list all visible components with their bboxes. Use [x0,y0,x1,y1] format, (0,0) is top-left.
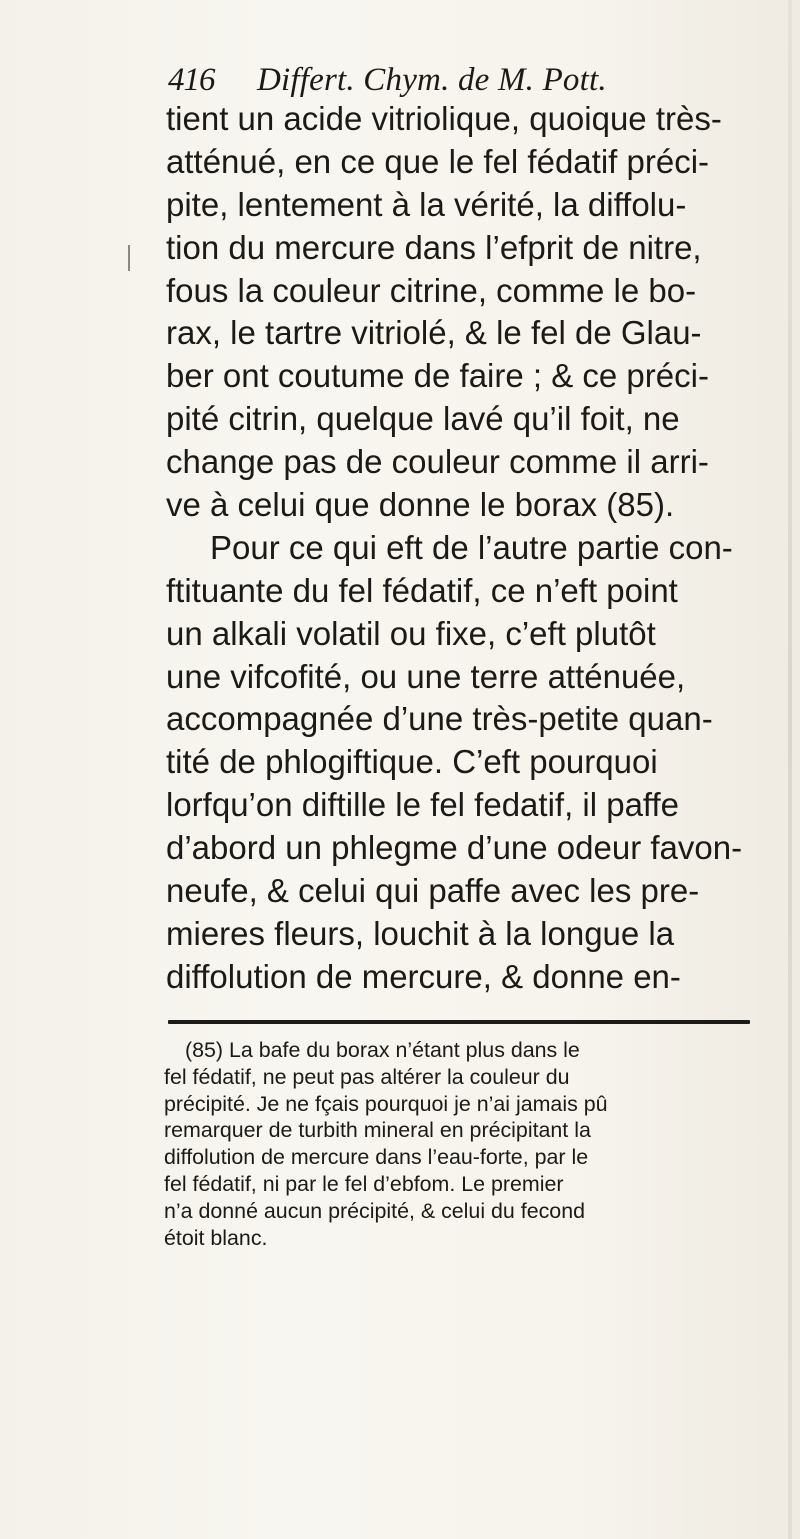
text-line: pité citrin, quelque lavé qu’il foit, ne [166,400,680,438]
paragraph-start-line: Pour ce qui eft de l’autre partie con- [210,528,733,566]
page-number: 416 [168,62,215,98]
text-line: change pas de couleur comme il arri- [166,443,709,481]
text-line: d’abord un phlegme d’une odeur favon- [166,829,743,867]
text-line: diffolution de mercure, & donne en- [166,957,681,995]
footnote-line: (85) La bafe du borax n’étant plus dans le [185,1038,580,1062]
text-line: ve à celui que donne le borax (85). [166,486,675,524]
footnote-line: remarquer de turbith mineral en précipitant la [164,1118,591,1143]
text-line: ber ont coutume de faire ; & ce préci- [166,357,709,395]
text-line: neufe, & celui qui paffe avec les pre- [166,872,700,910]
running-title: Differt. Chym. de M. Pott. [257,62,607,98]
footnote-separator [168,1020,750,1024]
text-line: fous la couleur citrine, comme le bo- [166,271,697,309]
text-line: rax, le tartre vitriolé, & le fel de Glau- [166,314,702,352]
footnote-line: étoit blanc. [164,1225,268,1250]
footnote-line: fel fédatif, ne peut pas altérer la couleur du [164,1064,570,1089]
page-edge-shadow [788,0,792,1539]
footnote-line: précipité. Je ne fçais pourquoi je n’ai jamais pû [164,1091,608,1116]
text-line: atténué, en ce que le fel fédatif préci- [166,142,710,180]
text-line: tion du mercure dans l’efprit de nitre, [166,228,702,266]
text-line: accompagnée d’une très-petite quan- [166,700,713,738]
text-line: mieres fleurs, louchit à la longue la [166,914,675,952]
footnote-line: fel fédatif, ni par le fel d’ebfom. Le premier [164,1171,564,1196]
margin-mark [128,245,130,271]
text-line: ftituante du fel fédatif, ce n’eft point [166,571,678,609]
text-line: pite, lentement à la vérité, la diffolu- [166,185,687,223]
footnote-line: n’a donné aucun précipité, & celui du fecond [164,1198,585,1223]
footnote-line: diffolution de mercure dans l’eau-forte, par le [164,1145,589,1170]
text-line: lorfqu’on diftille le fel fedatif, il paffe [166,786,680,824]
footnote [164,1037,764,1251]
text-line: une vifcofité, ou une terre atténuée, [166,657,686,695]
text-line: tité de phlogiftique. C’eft pourquoi [166,743,658,781]
main-text [166,98,766,999]
text-line: tient un acide vitriolique, quoique très- [166,100,722,137]
text-line: un alkali volatil ou fixe, c’eft plutôt [166,614,656,652]
